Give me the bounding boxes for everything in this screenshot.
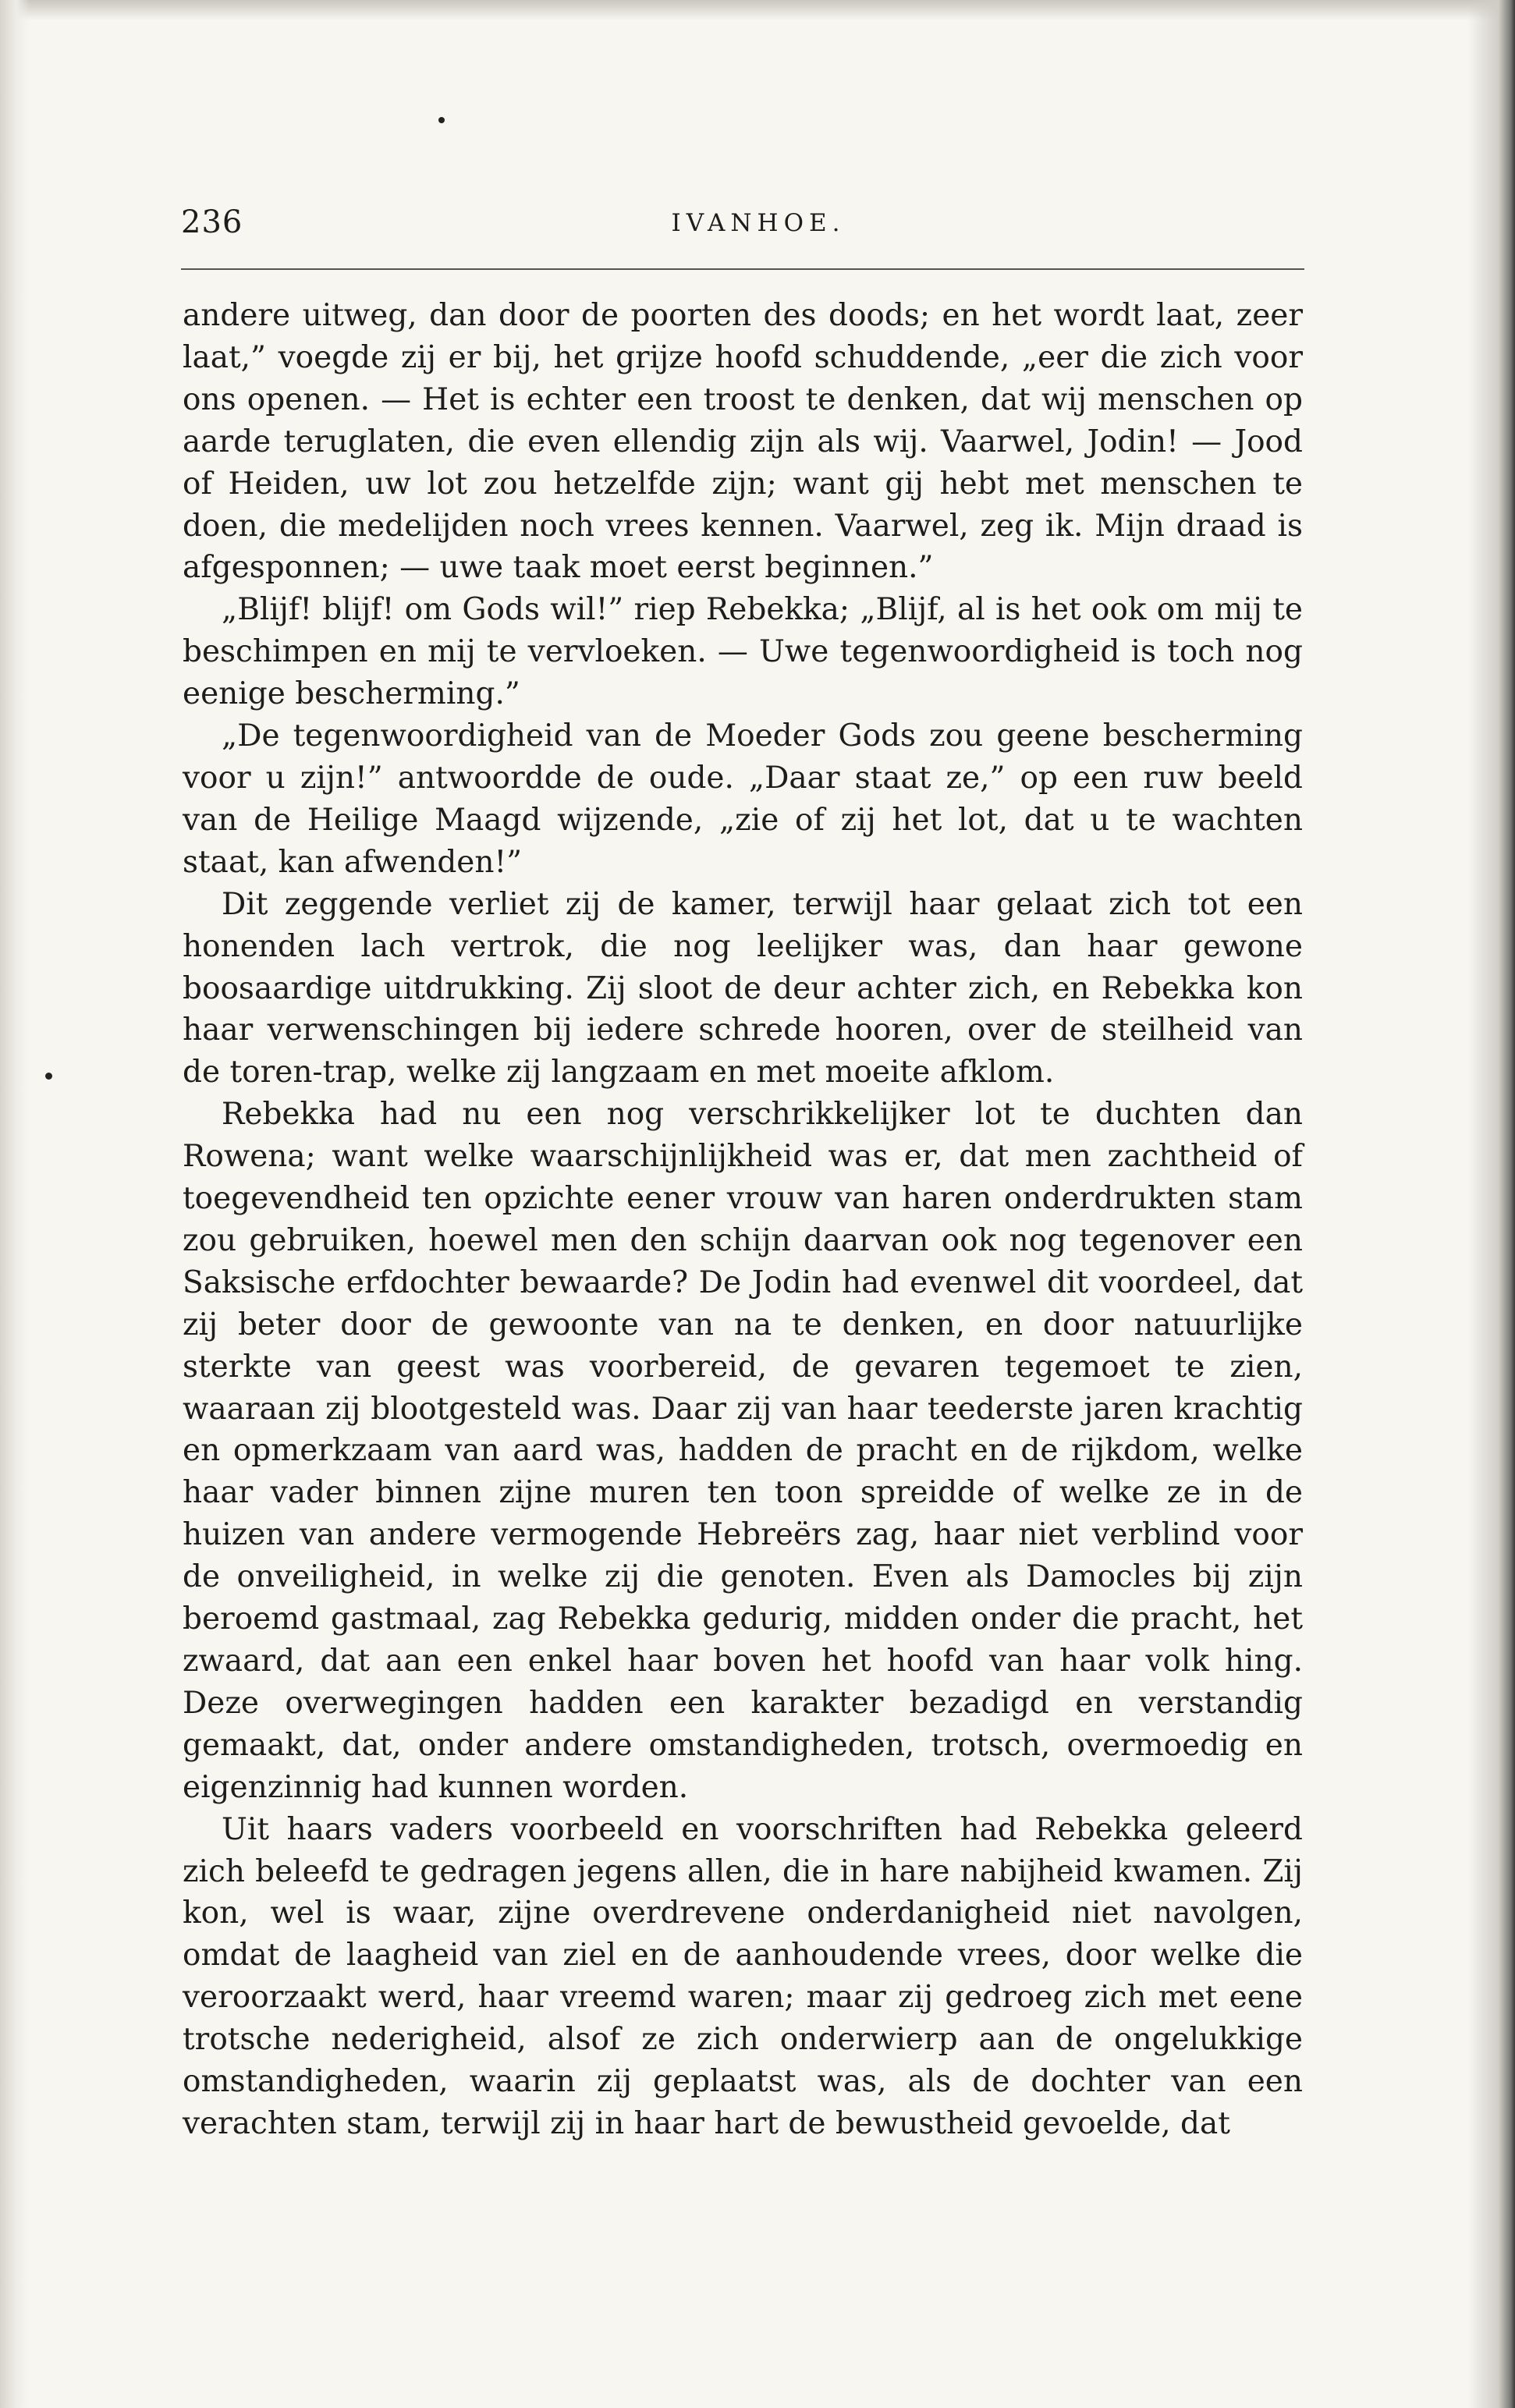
running-title: IVANHOE. (671, 209, 846, 237)
paragraph-continued: andere uitweg, dan door de poorten des doods; en het wordt laat, zeer laat,” voegde zij er bij, het grijze hoofd schuddende, „eer die zich voor ons openen. — Het is echter een troost te denken, dat wij menschen op aarde teruglaten, die even ellendig zijn als wij. Vaarwel, Jodin! — Jood of Heiden, uw lot zou hetzelfde zijn; want gij hebt met menschen te doen, die medelijden noch vrees kennen. Vaarwel, zeg ik. Mijn draad is afgesponnen; — uwe taak moet eerst beginnen.” (183, 298, 1303, 586)
body-text (183, 295, 1303, 2145)
paragraph: „Blijf! blijf! om Gods wil!” riep Rebekka; „Blijf, al is het ook om mij te beschimpen en mij te vervloeken. — Uwe tegenwoordigheid is toch nog eenige bescherming.” (183, 592, 1303, 712)
header-rule (181, 268, 1304, 270)
scan-edge-left (0, 0, 30, 2408)
scan-edge-top (0, 0, 1515, 20)
paragraph: Dit zeggende verliet zij de kamer, terwijl haar gelaat zich tot een honenden lach vertrok, die nog leelijker was, dan haar gewone boosaardige uitdrukking. Zij sloot de deur achter zich, en Rebekka kon haar verwenschingen bij iedere schrede hooren, over de steilheid van de toren-trap, welke zij langzaam en met moeite afklom. (183, 886, 1303, 1091)
page-number: 236 (181, 204, 243, 240)
ink-speck (45, 1073, 52, 1080)
ink-speck (438, 117, 445, 123)
page-header (181, 204, 1304, 259)
paragraph: Uit haars vaders voorbeeld en voorschriften had Rebekka geleerd zich beleefd te gedragen jegens allen, die in hare nabijheid kwamen. Zij kon, wel is waar, zijne overdrevene onderdanigheid niet navolgen, omdat de laagheid van ziel en de aanhoudende vrees, door welke die veroorzaakt werd, haar vreemd waren; maar zij gedroeg zich met eene trotsche nederigheid, alsof ze zich onderwierp aan de ongelukkige omstandigheden, waarin zij geplaatst was, als de dochter van een verachten stam, terwijl zij in haar hart de bewustheid gevoelde, dat (183, 1811, 1303, 2141)
scan-edge-right (1468, 0, 1515, 2408)
paragraph: Rebekka had nu een nog verschrikkelijker lot te duchten dan Rowena; want welke waarschijnlijkheid was er, dat men zachtheid of toegevendheid ten opzichte eener vrouw van haren onderdrukten stam zou gebruiken, hoewel men den schijn daarvan ook nog tegenover een Saksische erfdochter bewaarde? De Jodin had evenwel dit voordeel, dat zij beter door de gewoonte van na te denken, en door natuurlijke sterkte van geest was voorbereid, de gevaren tegemoet te zien, waaraan zij blootgesteld was. Daar zij van haar teederste jaren krachtig en opmerkzaam van aard was, hadden de pracht en de rijkdom, welke haar vader binnen zijne muren ten toon spreidde of welke ze in de huizen van andere vermogende Hebreërs zag, haar niet verblind voor de onveiligheid, in welke zij die genoten. Even als Damocles bij zijn beroemd gastmaal, zag Rebekka gedurig, midden onder die pracht, het zwaard, dat aan een enkel haar boven het hoofd van haar volk hing. Deze overwegingen hadden een karakter bezadigd en verstandig gemaakt, dat, onder andere omstandigheden, trotsch, overmoedig en eigenzinnig had kunnen worden. (183, 1097, 1303, 1805)
paragraph: „De tegenwoordigheid van de Moeder Gods zou geene bescherming voor u zijn!” antwoordde de oude. „Daar staat ze,” op een ruw beeld van de Heilige Maagd wijzende, „zie of zij het lot, dat u te wachten staat, kan afwenden!” (183, 718, 1303, 880)
